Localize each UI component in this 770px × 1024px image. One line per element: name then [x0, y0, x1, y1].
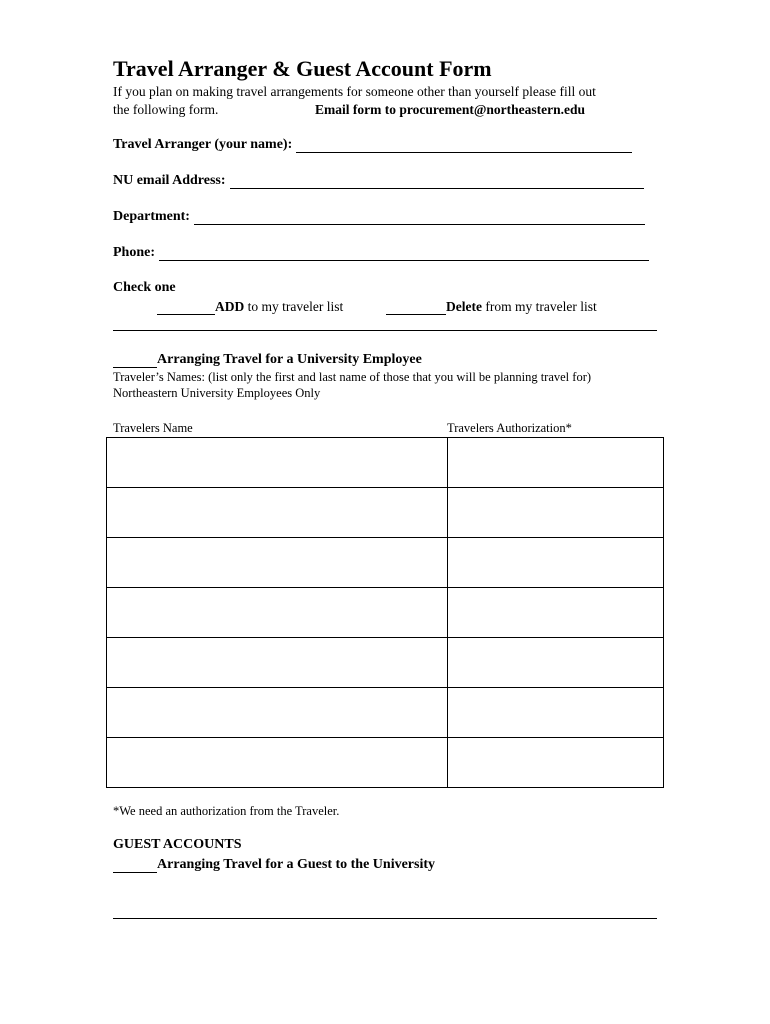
delete-checkbox-blank[interactable] [386, 300, 446, 315]
table-row [107, 638, 664, 688]
guest-accounts-heading: GUEST ACCOUNTS [113, 837, 242, 852]
add-option [157, 299, 343, 315]
department-row [113, 209, 645, 225]
traveler-name-cell[interactable] [107, 638, 448, 688]
department-field[interactable] [194, 210, 645, 225]
traveler-authorization-cell[interactable] [448, 738, 664, 788]
traveler-authorization-cell[interactable] [448, 438, 664, 488]
col-header-travelers-authorization: Travelers Authorization* [447, 421, 572, 435]
travelers-instruction: Traveler’s Names: (list only the first and last name of those that you will be planning travel for) [113, 370, 592, 384]
table-row [107, 438, 664, 488]
guest-section-title [113, 857, 435, 873]
traveler-authorization-cell[interactable] [448, 588, 664, 638]
traveler-name-cell[interactable] [107, 588, 448, 638]
traveler-name-cell[interactable] [107, 438, 448, 488]
arranger-name-field[interactable] [296, 138, 632, 153]
phone-label: Phone: [113, 245, 155, 260]
add-label: to my traveler list [244, 299, 344, 314]
arranger-name-label: Travel Arranger (your name): [113, 137, 293, 152]
delete-option [386, 299, 597, 315]
traveler-name-cell[interactable] [107, 488, 448, 538]
guest-signature-line[interactable] [113, 918, 657, 919]
table-row [107, 688, 664, 738]
check-one-label: Check one [113, 280, 176, 295]
intro-line-1: If you plan on making travel arrangements for someone other than yourself please fill out [113, 84, 596, 99]
form-title: Travel Arranger & Guest Account Form [113, 56, 492, 81]
phone-field[interactable] [159, 246, 649, 261]
phone-row [113, 245, 649, 261]
traveler-authorization-cell[interactable] [448, 638, 664, 688]
employee-section-title [113, 352, 422, 368]
add-checkbox-blank[interactable] [157, 300, 215, 315]
table-row [107, 588, 664, 638]
travelers-table [106, 437, 664, 788]
authorization-footnote: *We need an authorization from the Traveler. [113, 804, 340, 818]
employee-section-label: Arranging Travel for a University Employee [157, 352, 422, 367]
table-row [107, 538, 664, 588]
email-field[interactable] [230, 174, 644, 189]
delete-label: from my traveler list [481, 299, 597, 314]
guest-section-label: Arranging Travel for a Guest to the University [157, 857, 436, 872]
employee-section-blank[interactable] [113, 353, 157, 368]
traveler-name-cell[interactable] [107, 688, 448, 738]
email-row [113, 173, 644, 189]
email-instruction: Email form to procurement@northeastern.edu [315, 102, 586, 117]
employees-only-note: Northeastern University Employees Only [113, 386, 321, 400]
col-header-travelers-name: Travelers Name [113, 421, 193, 435]
delete-label-bold: Delete [446, 299, 482, 314]
guest-section-blank[interactable] [113, 858, 157, 873]
traveler-authorization-cell[interactable] [448, 538, 664, 588]
traveler-name-cell[interactable] [107, 738, 448, 788]
section-divider [113, 330, 657, 331]
add-label-bold: ADD [215, 299, 245, 314]
traveler-authorization-cell[interactable] [448, 488, 664, 538]
traveler-name-cell[interactable] [107, 538, 448, 588]
intro-line-2: the following form. [113, 102, 219, 117]
traveler-authorization-cell[interactable] [448, 688, 664, 738]
department-label: Department: [113, 209, 190, 224]
table-row [107, 488, 664, 538]
email-label: NU email Address: [113, 173, 226, 188]
table-row [107, 738, 664, 788]
arranger-name-row [113, 137, 632, 153]
